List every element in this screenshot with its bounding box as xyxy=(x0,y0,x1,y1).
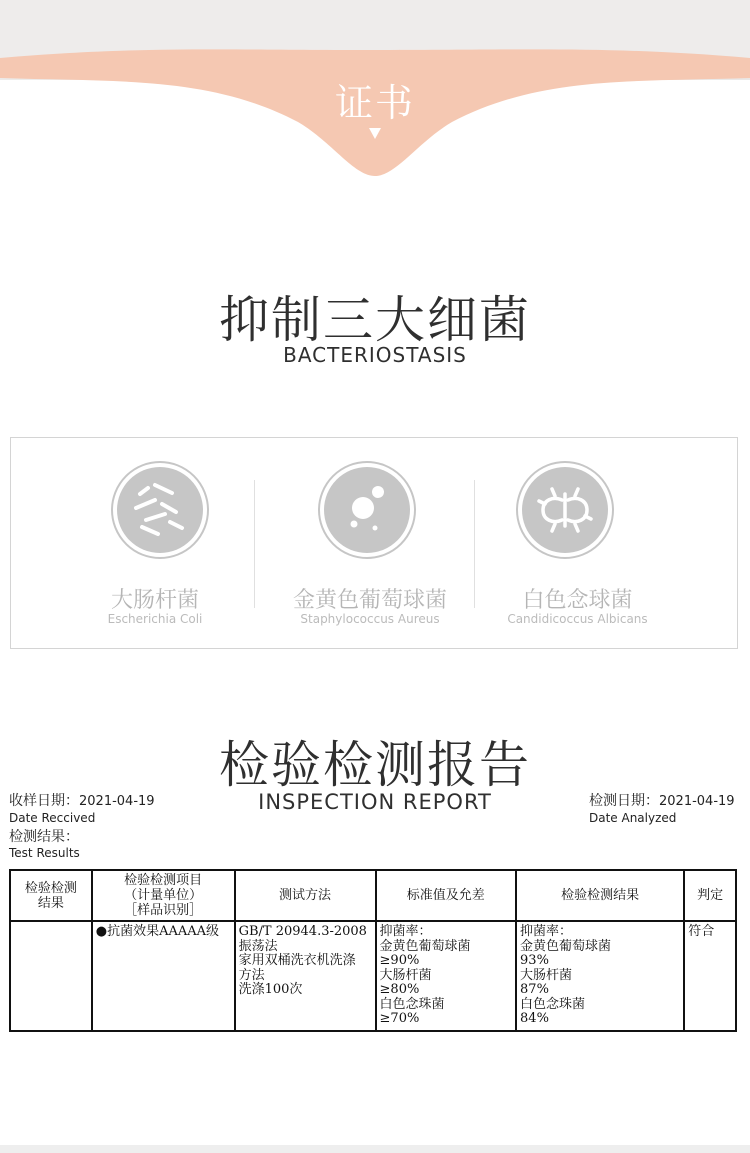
bacteria-section-subtitle: BACTERIOSTASIS xyxy=(283,343,467,367)
date-analyzed-label-en: Date Analyzed xyxy=(589,811,677,825)
bacteria-name-1: 大肠杆菌 xyxy=(110,588,199,613)
row-method-cell: GB/T 20944.3-2008 振荡法 家用双桶洗衣机洗涤 方法 洗涤100次 xyxy=(235,921,376,1031)
rod-bacteria-icon xyxy=(110,460,210,560)
row-item-cell: ●抗菌效果AAAAA级 xyxy=(92,921,235,1031)
coccus-bacteria-icon xyxy=(317,460,417,560)
row-empty-cell xyxy=(10,921,92,1031)
date-analyzed-label: 检测日期： xyxy=(589,793,659,809)
date-received-value: 2021-04-19 xyxy=(79,794,155,809)
inspection-table xyxy=(9,869,737,1032)
row-verdict-cell: 符合 xyxy=(684,921,736,1031)
bacteria-name-2: 金黄色葡萄球菌 xyxy=(292,588,447,613)
test-results-label-en: Test Results xyxy=(9,846,80,860)
bacteria-section-title: 抑制三大细菌 xyxy=(219,291,531,349)
row-standard-cell: 抑菌率： 金黄色葡萄球菌 ≥90% 大肠杆菌 ≥80% 白色念珠菌 ≥70% xyxy=(376,921,517,1031)
date-analyzed-value: 2021-04-19 xyxy=(659,794,735,809)
header-method-col: 测试方法 xyxy=(235,870,376,921)
bacteria-latin-3: Candidicoccus Albicans xyxy=(507,612,648,626)
test-results-label-cn: 检测结果： xyxy=(9,829,79,845)
table-row xyxy=(10,921,736,1031)
bacteria-latin-2: Staphylococcus Aureus xyxy=(300,612,440,626)
date-received xyxy=(9,793,155,826)
bacteria-name-3: 白色念球菌 xyxy=(522,588,633,613)
report-subtitle: INSPECTION REPORT xyxy=(258,790,492,814)
date-received-label: 收样日期： xyxy=(9,793,79,809)
banner-title: 证书 xyxy=(334,81,415,125)
test-results-label xyxy=(9,829,80,861)
date-received-label-en: Date Reccived xyxy=(9,811,96,825)
header-standard-col: 标准值及允差 xyxy=(376,870,517,921)
report-title: 检验检测报告 xyxy=(219,736,531,794)
fungus-bacteria-icon xyxy=(515,460,615,560)
header-result-col: 检验检测 结果 xyxy=(10,870,92,921)
header-verdict-col: 判定 xyxy=(684,870,736,921)
header-result-value-col: 检验检测结果 xyxy=(516,870,684,921)
bacteria-latin-1: Escherichia Coli xyxy=(107,612,203,626)
down-arrow-icon xyxy=(369,128,381,139)
divider xyxy=(254,480,255,608)
date-analyzed xyxy=(589,793,735,826)
certificate-banner xyxy=(0,0,750,200)
row-result-cell: 抑菌率： 金黄色葡萄球菌 93% 大肠杆菌 87% 白色念珠菌 84% xyxy=(516,921,684,1031)
table-header-row xyxy=(10,870,736,921)
header-item-col: 检验检测项目 （计量单位） ［样品识别］ xyxy=(92,870,235,921)
bottom-divider xyxy=(0,1145,750,1153)
